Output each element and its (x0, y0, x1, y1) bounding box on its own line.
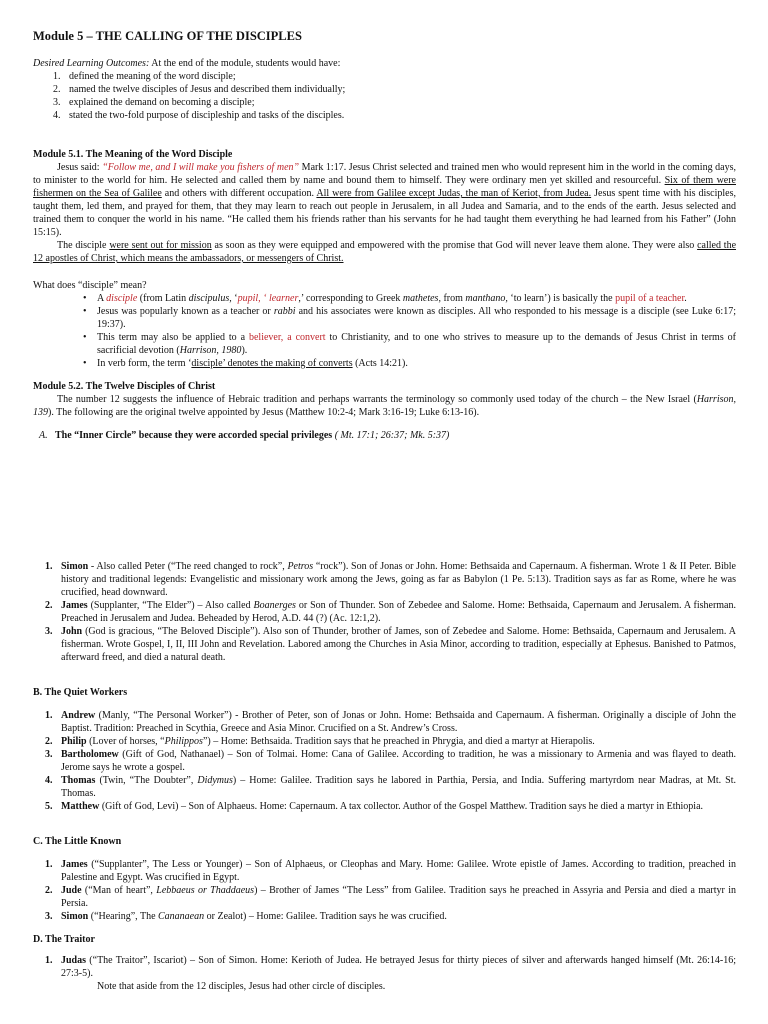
underlined-text: called the 12 apostles of Christ, which means the ambassadors, or messengers of Christ. (33, 240, 737, 264)
text: The disciple (57, 240, 110, 251)
text: Jesus spent time with his disciples, taught them, led them, and prayed for them, that they may learn to reach out people in Jerusalem, in all Judea and Samaria, and to the ends of the earth. Jesus selected and trained them to conquer the world in his name. “He called them his friends rather than his servants for he had taught them everything he had learned from his Father” (John 15:15). (33, 188, 736, 238)
outcomes-intro-text: At the end of the module, students would have: (149, 58, 341, 69)
list-item: • A disciple (from Latin discipulus, ‘pupil, ‘ learner,’ corresponding to Greek mathetes, from manthano, ‘to learn’) is basically the pupil of a teacher. (83, 293, 687, 304)
text: . (684, 293, 687, 304)
text: (“The Traitor”, Iscariot) – Son of Simon. Home: Kerioth of Judea. He betrayed Jesus for thirty pieces of silver and afterwards hanged himself (Mt. 26:14-16; 27:3-5). (61, 955, 736, 979)
paragraph (33, 239, 736, 265)
list-item: 1. defined the meaning of the word disciple; (63, 70, 736, 83)
text: (Twin, “The Doubter”, (95, 775, 198, 786)
disciple-name: Andrew (61, 710, 96, 721)
subheading-text: The “Inner Circle” because they were accorded special privileges (55, 430, 333, 441)
citation: Harrison, 139 (33, 394, 736, 418)
list-item (55, 625, 736, 664)
text: (Gift of God, Nathanael) – Son of Tolmai. Home: Cana of Galilee. According to tradition, he was a missionary to Armenia and was flayed to death. Jerome says he wrote a gospel. (61, 749, 736, 773)
list-item (55, 884, 736, 910)
text: (from Latin (137, 293, 189, 304)
list-item (55, 800, 736, 813)
text: A (97, 293, 107, 304)
disciple-name: James (61, 859, 88, 870)
text: This term may also be applied to a (97, 332, 249, 343)
text: and others with different occupation. (161, 188, 317, 199)
text: The number 12 suggests the influence of Hebraic tradition and perhaps warrants the terminology so commonly used today of the church – the New Israel ( (57, 394, 697, 405)
list-item (55, 910, 736, 923)
text: ). The following are the original twelve appointed by Jesus (Matthew 10:2-4; Mark 3:16-19; Luke 6:13-16). (48, 407, 480, 418)
disciple-name: James (61, 600, 88, 611)
text: ,’ corresponding to Greek (298, 293, 403, 304)
text: (“Hearing”, The (88, 911, 159, 922)
disciple-name: Simon (61, 561, 89, 572)
underlined-text: Six of them were fishermen on the Sea of Galilee (33, 175, 736, 199)
paragraph (33, 161, 736, 239)
section-heading-5-2: Module 5.2. The Twelve Disciples of Christ (33, 381, 216, 392)
text: Mark 1:17. Jesus Christ selected and trained men who would represent him in the world in the coming days, to minister to the world for him. He selected and called them by name and bound them to himself. They were ordinary men yet skilled and resourceful. (33, 162, 736, 186)
underlined-text: All were from Galilee except Judas, the man of Keriot, from Judea. (316, 188, 592, 199)
quote: “Follow me, and I will make you fishers of men” (102, 162, 300, 173)
subheading-little-known: C. The Little Known (33, 836, 122, 847)
list-item (55, 858, 736, 884)
page-title: Module 5 – THE CALLING OF THE DISCIPLES (33, 29, 302, 43)
text: ). (241, 345, 248, 356)
text: (Supplanter, “The Elder”) – Also called (87, 600, 254, 611)
disciple-name: Philip (61, 736, 87, 747)
term: believer, a convert (248, 332, 326, 343)
paragraph (33, 393, 736, 419)
inner-circle-list (33, 560, 736, 664)
outcomes-intro (33, 57, 736, 70)
disciple-name: Judas (61, 955, 87, 966)
text: from (440, 293, 466, 304)
subheading-traitor: D. The Traitor (33, 934, 95, 945)
traitor-list (33, 954, 736, 980)
reference: ( Mt. 17:1; 26:37; Mk. 5:37) (332, 430, 450, 441)
term: manthano, (465, 293, 508, 304)
disciple-name: Simon (61, 911, 89, 922)
section-heading-5-1: Module 5.1. The Meaning of the Word Disciple (33, 149, 233, 160)
text: and his associates were known as disciples. All who responded to his message is a disciple (see Luke 6:17; 19:37). (97, 306, 736, 330)
citation: Harrison, 1980 (179, 345, 242, 356)
text: ”) – Home: Bethsaida. Tradition says that he preached in Phrygia, and died a martyr at Hierapolis. (202, 736, 595, 747)
underlined-text: were sent out for mission (109, 240, 212, 251)
letter: A. (39, 430, 48, 441)
definition-list (33, 292, 736, 370)
list-item (55, 735, 736, 748)
list-item (55, 774, 736, 800)
disciple-name: Thomas (61, 775, 96, 786)
text: Jesus was popularly known as a teacher or (97, 306, 274, 317)
underlined-text: disciple’ denotes the making of converts (191, 358, 353, 369)
term: Didymus (197, 775, 233, 786)
text: - Also called Peter (“The reed changed to rock”, (88, 561, 288, 572)
question: What does “disciple” mean? (33, 280, 147, 291)
document-page (33, 30, 736, 993)
list-item: • This term may also be applied to a believer, a convert to Christianity, and to one who strives to measure up to the demands of Jesus Christ in terms of sacrificial devotion (Harrison, 1980). (83, 332, 736, 356)
little-known-list (33, 858, 736, 923)
list-item: 2. named the twelve disciples of Jesus and described them individually; (63, 83, 736, 96)
list-item (55, 560, 736, 599)
text: In verb form, the term ‘ (97, 358, 192, 369)
text: ‘to learn’) is basically the (507, 293, 616, 304)
term: discipulus, (188, 293, 232, 304)
outcomes-label: Desired Learning Outcomes: (33, 58, 150, 69)
text: (“Supplanter”, The Less or Younger) – Son of Alphaeus, or Cleophas and Mary. Home: Galilee. Wrote epistle of James. According to tradition, preached in Palestine and Egypt. Was crucified in Egypt. (61, 859, 736, 883)
term: Lebbaeus or Thaddaeus (156, 885, 255, 896)
text: Jesus said: (57, 162, 103, 173)
list-item: 3. explained the demand on becoming a disciple; (63, 96, 736, 109)
outcomes-list (33, 70, 736, 122)
term: Philippos (164, 736, 203, 747)
term: Cananaean (158, 911, 205, 922)
text: “rock”). Son of Jonas or John. Home: Bethsaida and Capernaum. A fisherman. Wrote 1 & II Peter. Bible history and traditional legends: Evangelistic and missionary work among the Jews, going as far as Babylon (1 Pe. 5:13). Tradition says as far as Rome, where he was crucified, head downward. (61, 561, 736, 598)
term: rabbi (273, 306, 296, 317)
term: Petros (287, 561, 314, 572)
term: disciple (106, 293, 138, 304)
text: (Gift of God, Levi) – Son of Alphaeus. Home: Capernaum. A tax collector. Author of the Gospel Matthew. Tradition says he died a martyr in Ethiopia. (99, 801, 704, 812)
list-item (55, 599, 736, 625)
closing-note: Note that aside from the 12 disciples, Jesus had other circle of disciples. (97, 981, 386, 992)
text: (God is gracious, “The Beloved Disciple”). Also son of Thunder, brother of James, son of Zebedee and Salome. Home: Bethsaida, Capernaum and Jerusalem. A fisherman. Wrote Gospel, I, II, III John and Revelation. Labored among the Churches in Asia Minor, according to tradition, especially at Ephesus. Banished to Patmos, afterward freed, and died a natural death. (61, 626, 736, 663)
text: as soon as they were equipped and empowered with the promise that God will never leave them alone. They were also (211, 240, 698, 251)
text: ) – Home: Galilee. Tradition says he labored in Parthia, Persia, and India. Suffering martyrdom near Madras, at Mt. St. Thomas. (61, 775, 736, 799)
disciple-name: John (61, 626, 83, 637)
term: pupil of a teacher (615, 293, 685, 304)
disciple-name: Jude (61, 885, 82, 896)
list-item (55, 954, 736, 980)
list-item: • In verb form, the term ‘disciple’ denotes the making of converts (Acts 14:21). (83, 358, 408, 369)
disciple-name: Bartholomew (61, 749, 119, 760)
subheading-quiet-workers: B. The Quiet Workers (33, 687, 128, 698)
text: or Son of Thunder. Son of Zebedee and Salome. Home: Bethsaida, Capernaum and Jerusalem. A fisherman. Preached in Jerusalem and Judea. Beheaded by Herod, A.D. 44 (?) (Ac. 12:1,2). (61, 600, 736, 624)
text: ‘ (231, 293, 238, 304)
list-item (55, 709, 736, 735)
quiet-workers-list (33, 709, 736, 813)
text: ) – Brother of James “The Less” from Galilee. Tradition says he preached in Assyria and Persia and died a martyr in Persia. (61, 885, 736, 909)
text: to Christianity, and to one who strives to measure up to the demands of Jesus Christ in terms of sacrificial devotion ( (97, 332, 736, 356)
text: (Manly, “The Personal Worker”) - Brother of Peter, son of Jonas or John. Home: Bethsaida and Capernaum. A fisherman. Originally a disciple of John the Baptist. Tradition: Preached in Scythia, Greece and Asia Minor. Crucified on a St. Andrew’s Cross. (61, 710, 736, 734)
text: (Acts 14:21). (352, 358, 408, 369)
term: mathetes, (402, 293, 441, 304)
list-item: 4. stated the two-fold purpose of discipleship and tasks of the disciples. (63, 109, 736, 122)
text: or Zealot) – Home: Galilee. Tradition says he was crucified. (204, 911, 447, 922)
term: Boanerges (253, 600, 296, 611)
text: (Lover of horses, “ (86, 736, 165, 747)
list-item (55, 748, 736, 774)
disciple-name: Matthew (61, 801, 100, 812)
subheading-inner-circle (33, 429, 475, 442)
list-item: • Jesus was popularly known as a teacher or rabbi and his associates were known as disciples. All who responded to his message is a disciple (see Luke 6:17; 19:37). (83, 306, 736, 330)
term: pupil, ‘ learner (237, 293, 299, 304)
text: (“Man of heart”, (81, 885, 157, 896)
